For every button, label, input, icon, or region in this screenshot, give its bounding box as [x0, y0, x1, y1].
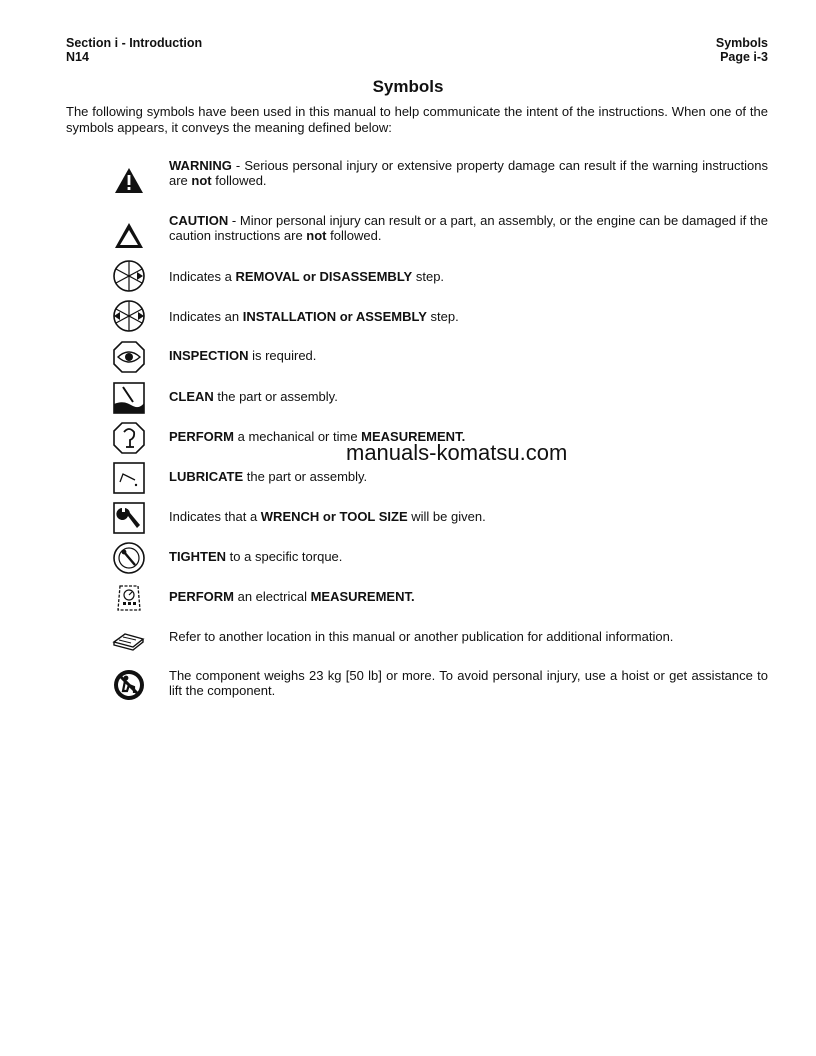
- installation-label: INSTALLATION or ASSEMBLY: [242, 309, 427, 324]
- warning-label: WARNING: [169, 158, 232, 173]
- eye-icon: [111, 339, 147, 375]
- removal-label: REMOVAL or DISASSEMBLY: [235, 269, 413, 284]
- wrench-label: WRENCH or TOOL SIZE: [260, 509, 408, 524]
- watermark: manuals-komatsu.com: [346, 440, 568, 465]
- caliper-icon: [111, 420, 147, 456]
- clean-label: CLEAN: [169, 389, 214, 404]
- refer-text: Refer to another location in this manual or another publication for additional information.: [169, 629, 674, 644]
- caution-label: CAUTION: [169, 213, 229, 228]
- intro-paragraph: The following symbols have been used in this manual to help communicate the intent of the instructions. When one of the symbols appears, it conveys the meaning defined below:: [66, 104, 768, 135]
- inspection-label: INSPECTION: [169, 348, 249, 363]
- tighten-label: TIGHTEN: [169, 549, 227, 564]
- oil-can-icon: [111, 460, 147, 496]
- multimeter-icon: [111, 580, 147, 616]
- removal-icon: [111, 258, 147, 294]
- page-number: Page i-3: [720, 50, 768, 64]
- heavy-lift-icon: [111, 667, 147, 703]
- lubricate-label: LUBRICATE: [169, 469, 244, 484]
- installation-icon: [111, 298, 147, 334]
- wrench-icon: [111, 500, 147, 536]
- electrical-label: PERFORM: [169, 589, 234, 604]
- header-left: [66, 36, 202, 64]
- measurement-label: PERFORM: [169, 429, 234, 444]
- clean-icon: [111, 380, 147, 416]
- topic-title: Symbols: [715, 36, 768, 50]
- caution-icon: [111, 217, 147, 253]
- header-right: [716, 36, 768, 64]
- page-title: Symbols: [372, 77, 444, 96]
- book-icon: [111, 620, 147, 656]
- engine-model: N14: [66, 50, 89, 64]
- torque-wrench-icon: [111, 540, 147, 576]
- warning-icon: [111, 162, 147, 198]
- section-title: Section i - Introduction: [66, 36, 203, 50]
- weight-text: The component weighs 23 kg [50 lb] or more. To avoid personal injury, use a hoist or get assistance to lift the component.: [169, 668, 768, 698]
